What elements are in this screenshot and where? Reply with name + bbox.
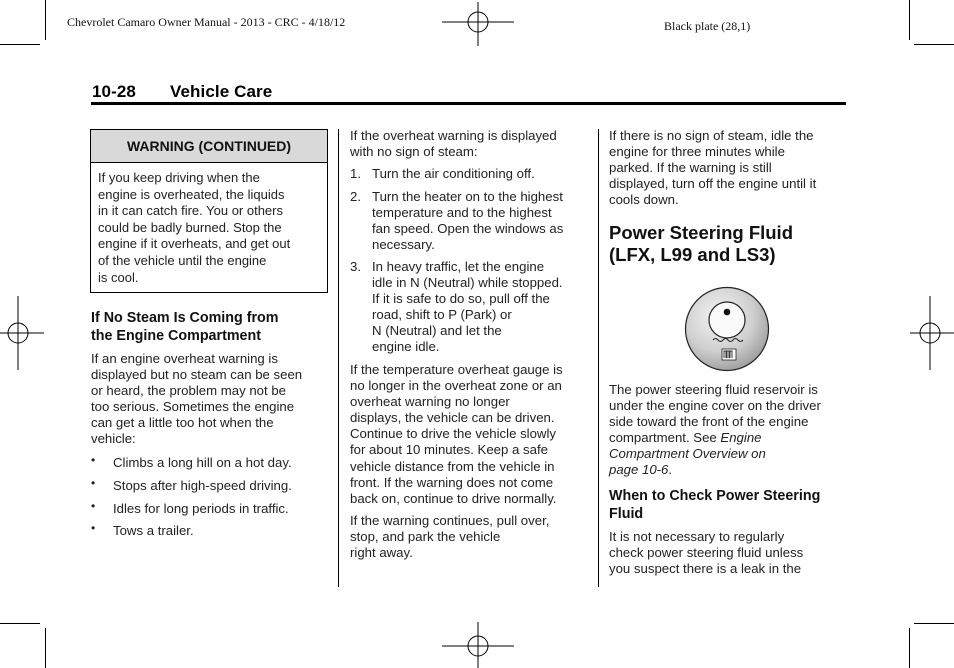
- crop-mark: [0, 44, 40, 45]
- cross-reference-link[interactable]: page 10-6: [609, 462, 669, 478]
- registration-mark-top: [442, 2, 514, 46]
- page-number: 10-28: [92, 82, 136, 101]
- warning-line: in it can catch fire. You or others: [98, 203, 283, 219]
- warning-line: engine is overheated, the liquids: [98, 186, 285, 202]
- list-item: • Stops after high-speed driving.: [91, 478, 331, 494]
- section-heading: Power Steering Fluid (LFX, L99 and LS3): [609, 222, 793, 265]
- crop-mark: [914, 44, 954, 45]
- running-header-left: Chevrolet Camaro Owner Manual - 2013 - CRC - 4/18/12: [67, 15, 346, 29]
- column-divider: [598, 129, 599, 587]
- power-steering-cap-icon: [684, 286, 770, 372]
- crop-mark: [45, 628, 46, 668]
- paragraph: If there is no sign of steam, idle the engine for three minutes while parked. If the warning is still displayed, turn off the engine until it cools down.: [609, 128, 817, 208]
- warning-line: engine if it overheats, and get out: [98, 236, 291, 252]
- crop-mark: [909, 628, 910, 668]
- paragraph: If the overheat warning is displayed with no sign of steam:: [350, 128, 557, 160]
- warning-line: could be badly burned. Stop the: [98, 219, 282, 235]
- warning-box: [90, 129, 328, 293]
- subsection-heading: If No Steam Is Coming from the Engine Compartment: [91, 310, 279, 344]
- paragraph: The power steering fluid reservoir is under the engine cover on the driver side toward the front of the engine compartment. See Engine Compartment Overview on page 10-6.: [609, 382, 821, 478]
- list-item: 1. Turn the air conditioning off.: [350, 166, 535, 181]
- section-title: Vehicle Care: [170, 82, 273, 101]
- registration-mark-right: [910, 296, 954, 370]
- warning-line: If you keep driving when the: [98, 170, 260, 185]
- column-divider: [338, 129, 339, 587]
- crop-mark: [45, 0, 46, 40]
- registration-mark-bottom: [442, 622, 514, 668]
- running-header-right: Black plate (28,1): [664, 19, 751, 33]
- list-item: • Tows a trailer.: [91, 523, 331, 539]
- list-item: 3. In heavy traffic, let the engine idle in N (Neutral) while stopped. If it is safe to do so, pull off the road, shift to P (Park) or N (Neutral) and let the engine idle.: [350, 259, 563, 354]
- crop-mark: [909, 0, 910, 40]
- registration-mark-left: [0, 296, 44, 370]
- paragraph: If the temperature overheat gauge is no longer in the overheat zone or an overheat warning no longer displays, the vehicle can be driven. Continue to drive the vehicle slowly for about 10 minutes. Keep a safe vehicle distance from the vehicle in front. If the warning does not come back on, continue to drive normally.: [350, 362, 563, 506]
- subsection-heading: When to Check Power Steering Fluid: [609, 488, 821, 522]
- warning-line: of the vehicle until the engine: [98, 252, 267, 268]
- section-header: [92, 82, 272, 102]
- crop-mark: [0, 623, 40, 624]
- paragraph: It is not necessary to regularly check power steering fluid unless you suspect there is a leak in the: [609, 529, 804, 577]
- list-item: • Climbs a long hill on a hot day.: [91, 455, 331, 471]
- warning-line: is cool.: [98, 269, 139, 285]
- bullet-list: [91, 455, 331, 546]
- header-rule: [91, 102, 846, 105]
- warning-title: WARNING (CONTINUED): [91, 130, 327, 163]
- list-item: 2. Turn the heater on to the highest temperature and to the highest fan speed. Open the windows as necessary.: [350, 188, 564, 252]
- cross-reference-link[interactable]: Compartment Overview on: [609, 446, 766, 462]
- numbered-list: [350, 166, 595, 362]
- warning-text: [98, 170, 322, 286]
- list-item: • Idles for long periods in traffic.: [91, 501, 331, 517]
- paragraph: If the warning continues, pull over, stop, and park the vehicle right away.: [350, 513, 550, 561]
- cross-reference-link[interactable]: Engine: [720, 430, 762, 446]
- crop-mark: [914, 623, 954, 624]
- paragraph: If an engine overheat warning is displayed but no steam can be seen or heard, the problem may not be too serious. Sometimes the engine can get a little too hot when the vehicle:: [91, 351, 303, 447]
